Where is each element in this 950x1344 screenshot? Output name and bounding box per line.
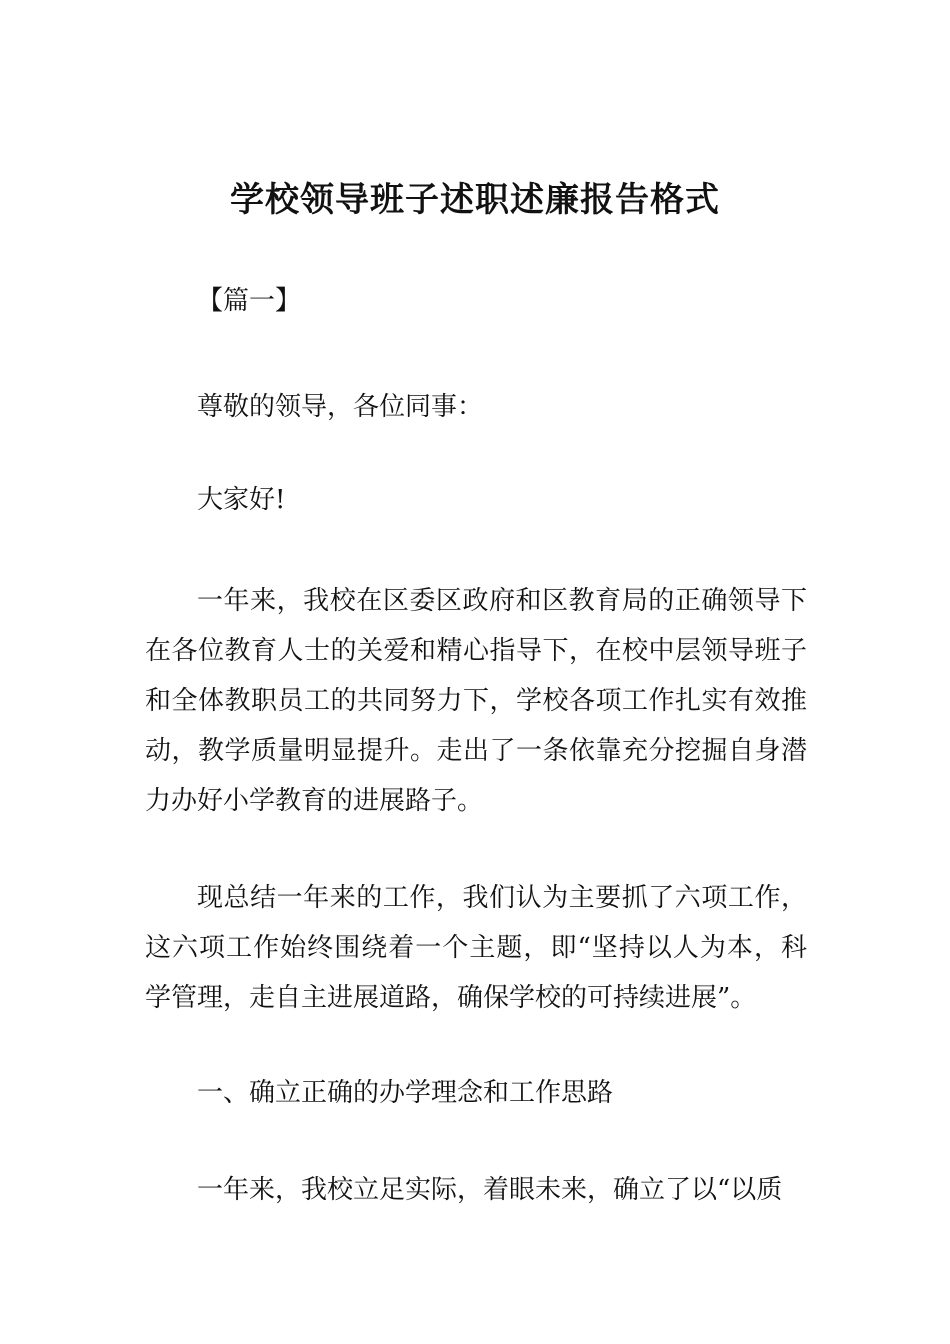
paragraph-body-2: 现总结一年来的工作，我们认为主要抓了六项工作，这六项工作始终围绕着一个主题，即“坚持以人为本，科学管理，走自主进展道路，确保学校的可持续进展”。 — [145, 883, 807, 1013]
paragraph-body-1: 一年来，我校在区委区政府和区教育局的正确领导下在各位教育人士的关爱和精心指导下，在校中层领导班子和全体教职员工的共同努力下，学校各项工作扎实有效推动，教学质量明显提升。走出了一条依靠充分挖掘自身潜力办好小学教育的进展路子。 — [145, 586, 807, 816]
paragraph-hello: 大家好! — [197, 485, 286, 515]
paragraph-greeting: 尊敬的领导，各位同事： — [197, 392, 484, 422]
section-heading-1: 一、确立正确的办学理念和工作思路 — [197, 1078, 614, 1108]
section-label: 【篇一】 — [197, 286, 302, 316]
paragraph-body-3: 一年来，我校立足实际，着眼未来，确立了以“以质 — [197, 1175, 783, 1205]
document-title: 学校领导班子述职述廉报告格式 — [230, 180, 720, 220]
